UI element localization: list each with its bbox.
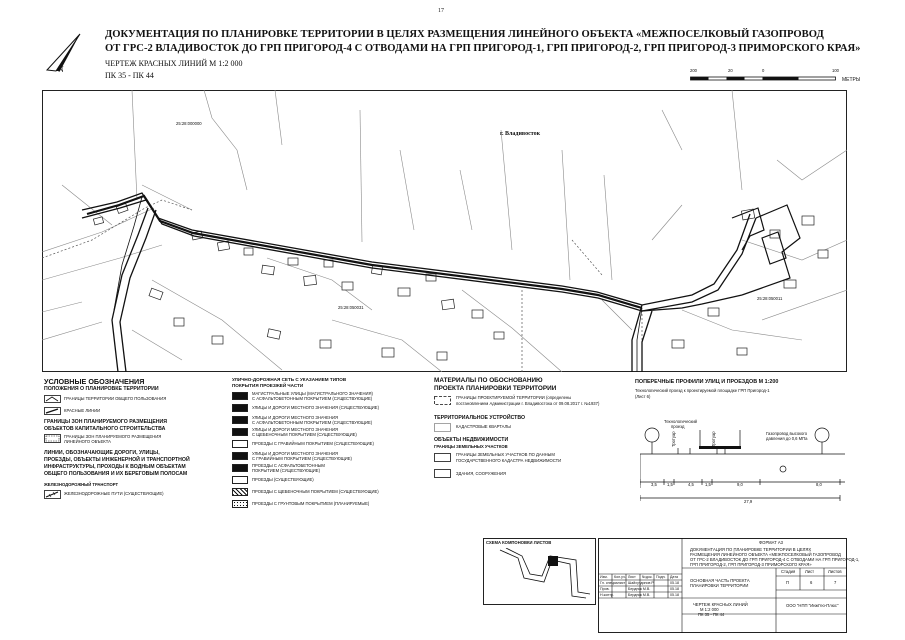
stamp-format: ФОРМАТ А3 (759, 540, 783, 545)
legend-group-title: ЛИНИИ, ОБОЗНАЧАЮЩИЕ ДОРОГИ, УЛИЦЫ, (44, 450, 160, 456)
street-type-swatch (232, 416, 248, 424)
legend-group-title: ОБЩЕГО ПОЛЬЗОВАНИЯ И ИХ БЕРЕГОВЫМ ПОЛОСАМ (44, 471, 188, 477)
legend-group-title: ОБЪЕКТОВ КАПИТАЛЬНОГО СТРОИТЕЛЬСТВА (44, 426, 166, 432)
legend-group-title: ПРОЕЗДЫ, ОБЪЕКТЫ ИНЖЕНЕРНОЙ И ТРАНСПОРТНОЙ (44, 457, 190, 463)
street-type-swatch (232, 464, 248, 472)
legend-item: ГРАНИЦЫ ТЕРРИТОРИИ ОБЩЕГО ПОЛЬЗОВАНИЯ (64, 396, 167, 401)
street-type-label: УЛИЦЫ И ДОРОГИ МЕСТНОГО ЗНАЧЕНИЯ (СУЩЕСТВУЮЩИЕ) (252, 405, 379, 410)
stamp-stage: П (786, 580, 790, 585)
materials-header: ПРОЕКТА ПЛАНИРОВКИ ТЕРРИТОРИИ (434, 385, 557, 392)
stamp-organization: ООО "НПП "ИнжГео-Плюс" (786, 603, 839, 608)
stamp-cell: Пров. (600, 587, 610, 591)
legend-swatch (434, 423, 452, 433)
stamp-cell: 05.18 (670, 593, 679, 597)
profile-dimension: 3,5 (651, 482, 657, 487)
legend-header: УСЛОВНЫЕ ОБОЗНАЧЕНИЯ (44, 377, 145, 386)
profile-total: 27,9 (744, 499, 753, 504)
materials-header: МАТЕРИАЛЫ ПО ОБОСНОВАНИЮ (434, 377, 543, 384)
profile-label: Тротуар (671, 431, 676, 447)
profile-desc: (Лист 6) (635, 394, 651, 399)
stamp-cell: Гл. специалист (600, 581, 626, 585)
legend-group-title: ИНФРАСТРУКТУРЫ, ПРОХОДЫ К ВОДНЫМ ОБЪЕКТАМ (44, 464, 186, 470)
stamp-cell: Бердник М.В. (628, 593, 651, 597)
street-type-label: ПРОЕЗДЫ С ЩЕБЕНОЧНЫМ ПОКРЫТИЕМ (СУЩЕСТВУЮЩИЕ) (252, 489, 379, 494)
street-type-label: ПРОЕЗДЫ С АСФАЛЬТОБЕТОННЫМ (252, 463, 325, 468)
stamp-cell: 05.18 (670, 581, 679, 585)
legend-item: ГРАНИЦЫ ПРОЕКТИРУЕМОЙ ТЕРРИТОРИИ (определены (456, 395, 572, 400)
red-lines-map (42, 90, 847, 372)
profile-label: давления до 0,6 МПа (766, 436, 808, 441)
scale-bar-graphic (690, 76, 840, 82)
scheme-label: СХЕМА КОМПОНОВКИ ЛИСТОВ (486, 540, 552, 545)
north-letter: N (58, 65, 64, 74)
profile-header: ПОПЕРЕЧНЫЕ ПРОФИЛИ УЛИЦ И ПРОЕЗДОВ М 1:200 (635, 379, 779, 385)
page-number: 17 (438, 8, 444, 14)
legend-group-title: ГРАНИЦЫ ЗОН ПЛАНИРУЕМОГО РАЗМЕЩЕНИЯ (44, 419, 167, 425)
legend-group-title: ОБЪЕКТЫ НЕДВИЖИМОСТИ (434, 437, 509, 443)
legend-item: постановлением Администрации г. Владивостока от 09.08.2017 г. №1937) (456, 401, 600, 406)
stamp-title: РАЗМЕЩЕНИЯ ЛИНЕЙНОГО ОБЪЕКТА «МЕЖПОСЕЛКОВЫЙ ГАЗОПРОВОД (690, 552, 841, 557)
street-type-swatch (232, 404, 248, 412)
street-type-label: ПРОЕЗДЫ С ГРАВИЙНЫМ ПОКРЫТИЕМ (СУЩЕСТВУЮЩИЕ) (252, 441, 374, 446)
profile-label: Тротуар (711, 431, 716, 447)
stamp-column-header: Изм. (600, 575, 608, 579)
street-type-swatch (232, 476, 248, 484)
legend-swatch (434, 469, 452, 479)
street-type-label: УЛИЦЫ И ДОРОГИ МЕСТНОГО ЗНАЧЕНИЯ (252, 451, 339, 456)
stamp-stage-head: Стадия (781, 569, 796, 574)
stamp-column-header: Кол.уч. (614, 575, 626, 579)
parcel-label: 25:28:050011 (757, 296, 783, 301)
title-line-1: ДОКУМЕНТАЦИЯ ПО ПЛАНИРОВКЕ ТЕРРИТОРИИ В ЦЕЛЯХ РАЗМЕЩЕНИЯ ЛИНЕЙНОГО ОБЪЕКТА «МЕЖПОСЕЛКОВЫЙ ГАЗОПРОВОД (105, 29, 824, 40)
legend-group-title: ЖЕЛЕЗНОДОРОЖНЫЙ ТРАНСПОРТ (44, 482, 119, 487)
street-type-label: МАГИСТРАЛЬНЫЕ УЛИЦЫ (МАГИСТРАЛЬНОГО ЗНАЧЕНИЯ) (252, 391, 373, 396)
profile-dimension: 4,5 (688, 482, 694, 487)
stamp-drawing: ЧЕРТЕЖ КРАСНЫХ ЛИНИЙ (693, 602, 748, 607)
profile-dimension: 1,5 (667, 482, 673, 487)
street-type-label: С АСФАЛЬТОБЕТОННЫМ ПОКРЫТИЕМ (СУЩЕСТВУЮЩИЕ) (252, 420, 373, 425)
street-type-label: С АСФАЛЬТОБЕТОННЫМ ПОКРЫТИЕМ (СУЩЕСТВУЮЩИЕ) (252, 396, 373, 401)
street-type-swatch (232, 452, 248, 460)
street-type-label: ПРОЕЗДЫ С ГРУНТОВЫМ ПОКРЫТИЕМ (ПЛАНИРУЕМЫЕ) (252, 501, 370, 506)
profile-dimension: 1,5 (705, 482, 711, 487)
stamp-drawing: М 1:2 000 (700, 607, 719, 612)
stamp-sheet: 6 (810, 580, 813, 585)
street-type-label: УЛИЦЫ И ДОРОГИ МЕСТНОГО ЗНАЧЕНИЯ (252, 415, 339, 420)
profile-label: проезд (671, 424, 685, 429)
profile-desc: Технологический проезд к проектируемой площадке ГРП Пригород-1 (635, 388, 770, 393)
legend-item: КАДАСТРОВЫЕ КВАРТАЛЫ (456, 424, 512, 429)
legend-item: ГРАНИЦЫ ЗОН ПЛАНИРУЕМОГО РАЗМЕЩЕНИЯ (64, 434, 162, 439)
scale-unit: МЕТРЫ (842, 77, 861, 83)
street-type-swatch (232, 440, 248, 448)
legend-item: ГОСУДАРСТВЕННОГО КАДАСТРА НЕДВИЖИМОСТИ (456, 458, 562, 463)
legend-item: ЖЕЛЕЗНОДОРОЖНЫЕ ПУТИ (СУЩЕСТВУЮЩИЕ) (64, 491, 164, 496)
scale-tick: 200 (690, 68, 697, 73)
street-type-swatch (232, 428, 248, 436)
sheet-range: ПК 35 - ПК 44 (105, 71, 154, 80)
scale-tick: 0 (762, 68, 765, 73)
stamp-section: ОСНОВНАЯ ЧАСТЬ ПРОЕКТА (690, 578, 750, 583)
north-arrow-icon (40, 28, 90, 78)
stamp-sheet-head: Лист (805, 569, 815, 574)
legend-item: КРАСНЫЕ ЛИНИИ (64, 408, 101, 413)
stamp-section: ПЛАНИРОВКИ ТЕРРИТОРИИ (690, 583, 749, 588)
legend-swatch (44, 434, 62, 444)
stamp-cell: 05.18 (670, 587, 679, 591)
street-type-label: С ГРАВИЙНЫМ ПОКРЫТИЕМ (СУЩЕСТВУЮЩИЕ) (252, 456, 352, 461)
street-type-label: С ЩЕБЕНОЧНЫМ ПОКРЫТИЕМ (СУЩЕСТВУЮЩИЕ) (252, 432, 357, 437)
scheme-graphic (492, 548, 592, 603)
legend-swatches-1 (44, 395, 62, 417)
street-type-swatch (232, 488, 248, 496)
street-type-label: УЛИЦЫ И ДОРОГИ МЕСТНОГО ЗНАЧЕНИЯ (252, 427, 339, 432)
street-type-label: ПОКРЫТИЕМ (СУЩЕСТВУЮЩИЕ) (252, 468, 320, 473)
legend-swatch (434, 453, 452, 463)
legend-item: ГРАНИЦЫ ЗЕМЕЛЬНЫХ УЧАСТКОВ ПО ДАННЫМ (456, 452, 555, 457)
legend-item: ЛИНЕЙНОГО ОБЪЕКТА (64, 439, 111, 444)
street-type-swatch (232, 500, 248, 508)
legend-group-title: ТЕРРИТОРИАЛЬНОЕ УСТРОЙСТВО (434, 415, 526, 421)
streets-header: ПОКРЫТИЯ ПРОЕЗЖЕЙ ЧАСТИ (232, 383, 304, 388)
rail-icon (44, 490, 62, 500)
stamp-column-header: №док. (642, 575, 653, 579)
stamp-column-header: Подп. (656, 575, 666, 579)
street-type-swatch (232, 392, 248, 400)
stamp-sheets-head: Листов (828, 569, 842, 574)
stamp-cell: Бердник М.В. (628, 587, 651, 591)
profile-dimension: 8,0 (816, 482, 822, 487)
stamp-drawing: ПК 35 - ПК 44 (698, 612, 725, 617)
parcel-label: 25:28:050031 (338, 305, 364, 310)
legend-item: ЗДАНИЯ, СООРУЖЕНИЯ (456, 471, 507, 476)
drawing-name: ЧЕРТЕЖ КРАСНЫХ ЛИНИЙ М 1:2 000 (105, 59, 243, 68)
stamp-title: ОТ ГРС-2 ВЛАДИВОСТОК ДО ГРП ПРИГОРОД-4 С ОТВОДАМИ НА ГРП ПРИГОРОД-1, (690, 557, 860, 562)
stamp-cell: Шайхутдинов Р. (628, 581, 655, 585)
stamp-column-header: Лист (628, 575, 636, 579)
scale-tick: 100 (832, 68, 839, 73)
title-line-2: ОТ ГРС-2 ВЛАДИВОСТОК ДО ГРП ПРИГОРОД-4 С ОТВОДАМИ НА ГРП ПРИГОРОД-1, ГРП ПРИГОРОД-2, ГРП ПРИГОРОД-3 ПРИМОРСКОГО КРАЯ» (105, 43, 861, 54)
street-type-label: ПРОЕЗДЫ (СУЩЕСТВУЮЩИЕ) (252, 477, 314, 482)
profile-label: Технологический (664, 419, 698, 424)
stamp-title: ДОКУМЕНТАЦИЯ ПО ПЛАНИРОВКЕ ТЕРРИТОРИИ В ЦЕЛЯХ (690, 547, 812, 552)
city-label: г. Владивосток (500, 131, 541, 137)
legend-swatch (434, 396, 452, 406)
parcel-label: 25:28:000000 (176, 121, 202, 126)
profile-label: Газопровод высокого (766, 431, 808, 436)
stamp-column-header: Дата (670, 575, 678, 579)
stamp-sheets: 7 (834, 580, 837, 585)
streets-header: УЛИЧНО-ДОРОЖНАЯ СЕТЬ С УКАЗАНИЕМ ТИПОВ (232, 377, 347, 382)
scale-tick: 20 (728, 68, 733, 73)
legend-group-title: ПОЛОЖЕНИЯ О ПЛАНИРОВКЕ ТЕРРИТОРИИ (44, 386, 159, 392)
stamp-cell: Н.контр. (600, 593, 614, 597)
legend-group-title: ГРАНИЦЫ ЗЕМЕЛЬНЫХ УЧАСТКОВ (434, 444, 508, 449)
stamp-title: ГРП ПРИГОРОД-2, ГРП ПРИГОРОД-3 ПРИМОРСКОГО КРАЯ» (690, 562, 812, 567)
profile-dimension: 9,0 (737, 482, 743, 487)
